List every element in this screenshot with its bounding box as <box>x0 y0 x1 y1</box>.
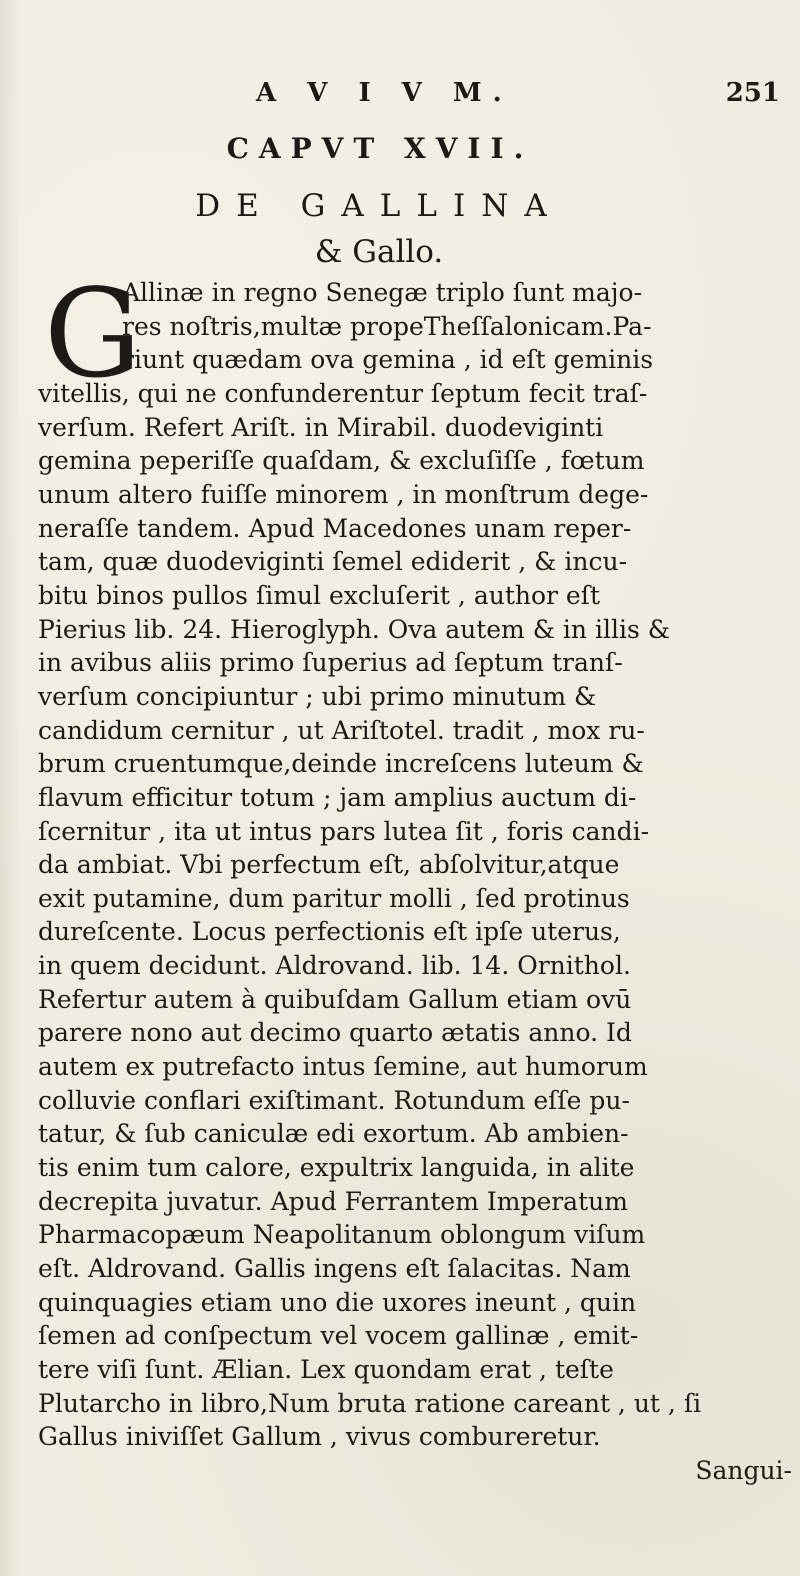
text-line-2: res noſtris,multæ propeTheſſalonicam.Pa- <box>122 311 652 341</box>
drop-cap: G <box>44 263 142 405</box>
text-line-16: flavum efficitur totum ; jam amplius auctum di- <box>38 782 637 812</box>
text-line-32: ſemen ad conſpectum vel vocem gallinæ , emit- <box>38 1321 639 1351</box>
chapter-title: CAPVT XVII. <box>226 132 534 165</box>
text-line-1: Allinæ in regno Senegæ triplo ſunt majo- <box>122 278 643 307</box>
text-line-3: riunt quædam ova gemina , id eſt geminis <box>122 345 654 375</box>
chapter-subtitle: & Gallo. <box>314 234 444 270</box>
text-line-4: vitellis, qui ne confunderentur ſeptum fecit traſ- <box>38 378 648 408</box>
text-line-20: dureſcente. Locus perfectionis eſt ipſe uterus, <box>38 917 621 947</box>
text-line-15: brum cruentumque,deinde increſcens luteum & <box>38 749 644 779</box>
text-line-35: Gallus iniviſſet Gallum , vivus combureretur. <box>38 1422 601 1452</box>
text-line-13: verſum concipiuntur ; ubi primo minutum & <box>38 681 597 711</box>
page-header <box>70 78 780 108</box>
text-line-11: Pierius lib. 24. Hieroglyph. Ova autem & in illis & <box>38 614 670 644</box>
text-line-14: candidum cernitur , ut Ariſtotel. tradit , mox ru- <box>38 715 645 745</box>
text-line-24: autem ex putrefacto intus ſemine, aut humorum <box>38 1052 648 1082</box>
text-line-12: in avibus aliis primo ſuperius ad ſeptum tranſ- <box>38 648 623 678</box>
text-line-19: exit putamine, dum paritur molli , ſed protinus <box>38 883 630 913</box>
body-text <box>38 263 798 1488</box>
text-line-21: in quem decidunt. Aldrovand. lib. 14. Ornithol. <box>38 951 631 981</box>
text-line-31: quinquagies etiam uno die uxores ineunt , quin <box>38 1287 637 1317</box>
text-line-28: decrepita juvatur. Apud Ferrantem Imperatum <box>38 1186 628 1216</box>
text-line-6: gemina peperiſſe quaſdam, & excluſiſſe , fœtum <box>38 446 645 476</box>
text-line-30: eſt. Aldrovand. Gallis ingens eſt ſalacitas. Nam <box>38 1254 631 1284</box>
page-number: 251 <box>725 78 780 108</box>
text-line-23: parere nono aut decimo quarto ætatis anno. Id <box>38 1018 632 1048</box>
text-line-7: unum altero fuiſſe minorem , in monſtrum dege- <box>38 479 649 509</box>
text-line-9: tam, quæ duodeviginti ſemel ediderit , & incu- <box>38 547 628 577</box>
text-line-17: ſcernitur , ita ut intus pars lutea ſit , foris candi- <box>38 816 650 846</box>
text-line-34: Plutarcho in libro,Num bruta ratione careant , ut , ſi <box>38 1388 702 1418</box>
text-line-26: tatur, & ſub caniculæ edi exortum. Ab ambien- <box>38 1119 629 1149</box>
text-line-10: bitu binos pullos ſimul excluſerit , author eſt <box>38 580 601 610</box>
text-line-8: neraſſe tandem. Apud Macedones unam reper- <box>38 513 632 543</box>
chapter-name: DE GALLINA <box>195 188 563 224</box>
running-head: A V I V M. <box>256 78 513 108</box>
text-line-27: tis enim tum calore, expultrix languida, in alite <box>38 1153 635 1183</box>
text-line-25: colluvie conflari exiſtimant. Rotundum eſſe pu- <box>38 1085 630 1115</box>
text-line-33: tere viſi ſunt. Ælian. Lex quondam erat , teſte <box>38 1355 614 1384</box>
text-line-18: da ambiat. Vbi perfectum eſt, abſolvitur,atque <box>38 850 620 880</box>
catchword: Sangui- <box>695 1455 792 1485</box>
text-line-22: Refertur autem à quibuſdam Gallum etiam ovū <box>38 984 632 1014</box>
text-line-29: Pharmacopæum Neapolitanum oblongum viſum <box>38 1220 646 1250</box>
text-line-5: verſum. Refert Ariſt. in Mirabil. duodeviginti <box>38 412 604 442</box>
